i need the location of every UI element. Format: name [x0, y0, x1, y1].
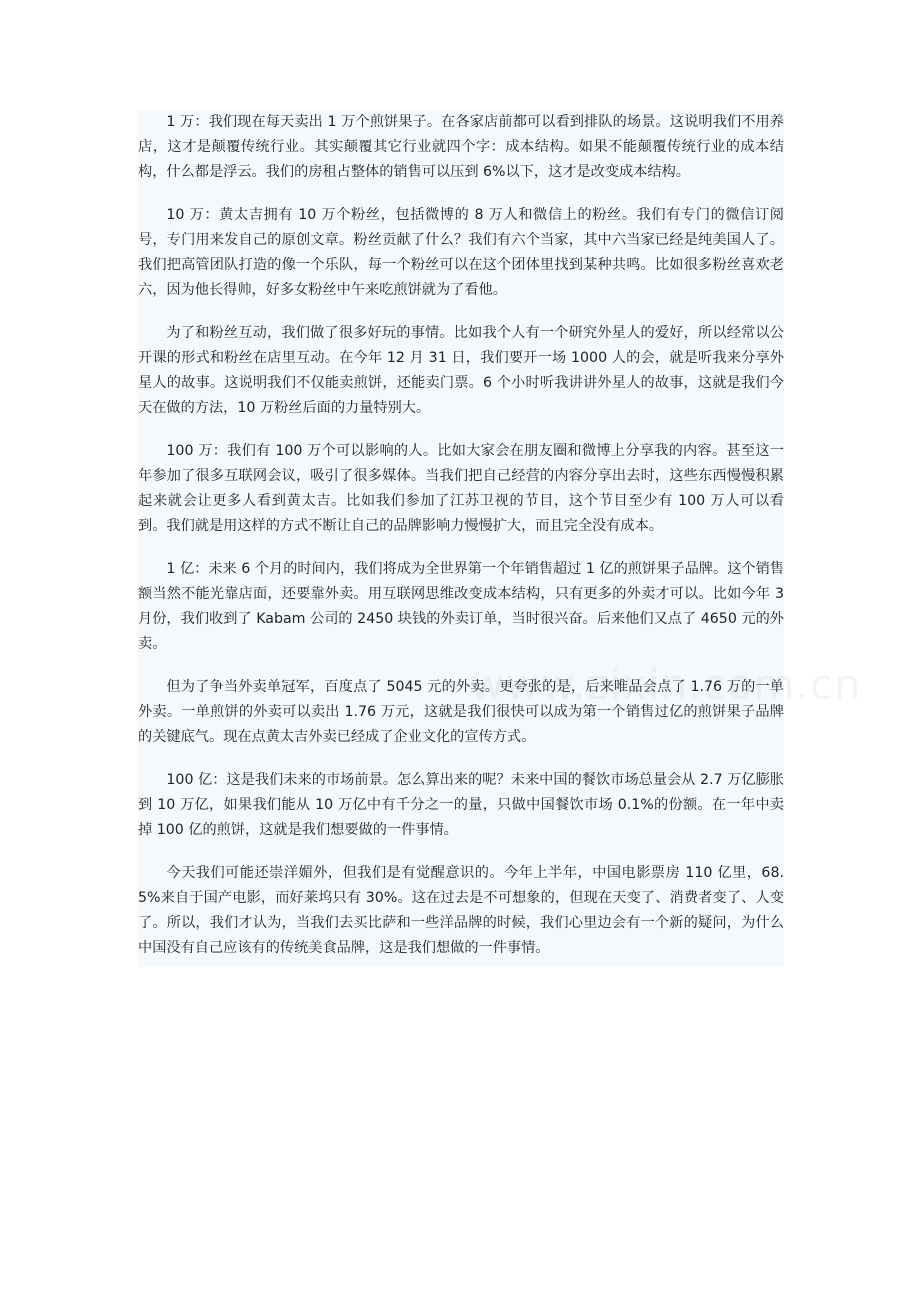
paragraph-fan-interaction: 为了和粉丝互动，我们做了很多好玩的事情。比如我个人有一个研究外星人的爱好，所以经常以公开课的形式和粉丝在店里互动。在今年 12 月 31 日，我们要开一场 1000 人的会，就是听我来分享外星人的故事。这说明我们不仅能卖煎饼，还能卖门票。6 个小时听我讲讲外星人的故事，这就是我们今天在做的方法，10 万粉丝后面的力量特别大。: [138, 325, 784, 416]
paragraph-100-wan: 100 万：我们有 100 万个可以影响的人。比如大家会在朋友圈和微博上分享我的内容。甚至这一年参加了很多互联网会议，吸引了很多媒体。当我们把自己经营的内容分享出去时，这些东西慢慢积累起来就会让更多人看到黄太吉。比如我们参加了江苏卫视的节目，这个节目至少有 100 万人可以看到。我们就是用这样的方式不断让自己的品牌影响力慢慢扩大，而且完全没有成本。: [138, 443, 784, 534]
paragraph-100-yi: 100 亿：这是我们未来的市场前景。怎么算出来的呢？未来中国的餐饮市场总量会从 2.7 万亿膨胀到 10 万亿，如果我们能从 10 万亿中有千分之一的量，只做中国餐饮市场 0.1%的份额。在一年中卖掉 100 亿的煎饼，这就是我们想要做的一件事情。: [138, 772, 784, 838]
paragraph-conclusion: 今天我们可能还崇洋媚外，但我们是有觉醒意识的。今年上半年，中国电影票房 110 亿里，68.5%来自于国产电影，而好莱坞只有 30%。这在过去是不可想象的，但现在天变了、消费者变了、人变了。所以，我们才认为，当我们去买比萨和一些洋品牌的时候，我们心里边会有一个新的疑问，为什么中国没有自己应该有的传统美食品牌，这是我们想做的一件事情。: [138, 865, 784, 956]
article-body: [138, 110, 784, 967]
paragraph-10-wan: 10 万：黄太吉拥有 10 万个粉丝，包括微博的 8 万人和微信上的粉丝。我们有专门的微信订阅号，专门用来发自己的原创文章。粉丝贡献了什么？我们有六个当家，其中六当家已经是纯美国人了。我们把高管团队打造的像一个乐队，每一个粉丝可以在这个团体里找到某种共鸣。比如很多粉丝喜欢老六，因为他长得帅，好多女粉丝中午来吃煎饼就为了看他。: [138, 207, 784, 298]
paragraph-takeout-orders: 但为了争当外卖单冠军，百度点了 5045 元的外卖。更夸张的是，后来唯品会点了 1.76 万的一单外卖。一单煎饼的外卖可以卖出 1.76 万元，这就是我们很快可以成为第一个销售过亿的煎饼果子品牌的关键底气。现在点黄太吉外卖已经成了企业文化的宣传方式。: [138, 679, 784, 745]
paragraph-1-yi: 1 亿：未来 6 个月的时间内，我们将成为全世界第一个年销售超过 1 亿的煎饼果子品牌。这个销售额当然不能光靠店面，还要靠外卖。用互联网思维改变成本结构，只有更多的外卖才可以。比如今年 3 月份，我们收到了 Kabam 公司的 2450 块钱的外卖订单，当时很兴奋。后来他们又点了 4650 元的外卖。: [138, 561, 784, 652]
paragraph-1-wan: 1 万：我们现在每天卖出 1 万个煎饼果子。在各家店前都可以看到排队的场景。这说明我们不用养店，这才是颠覆传统行业。其实颠覆其它行业就四个字：成本结构。如果不能颠覆传统行业的成本结构，什么都是浮云。我们的房租占整体的销售可以压到 6%以下，这才是改变成本结构。: [138, 114, 784, 180]
